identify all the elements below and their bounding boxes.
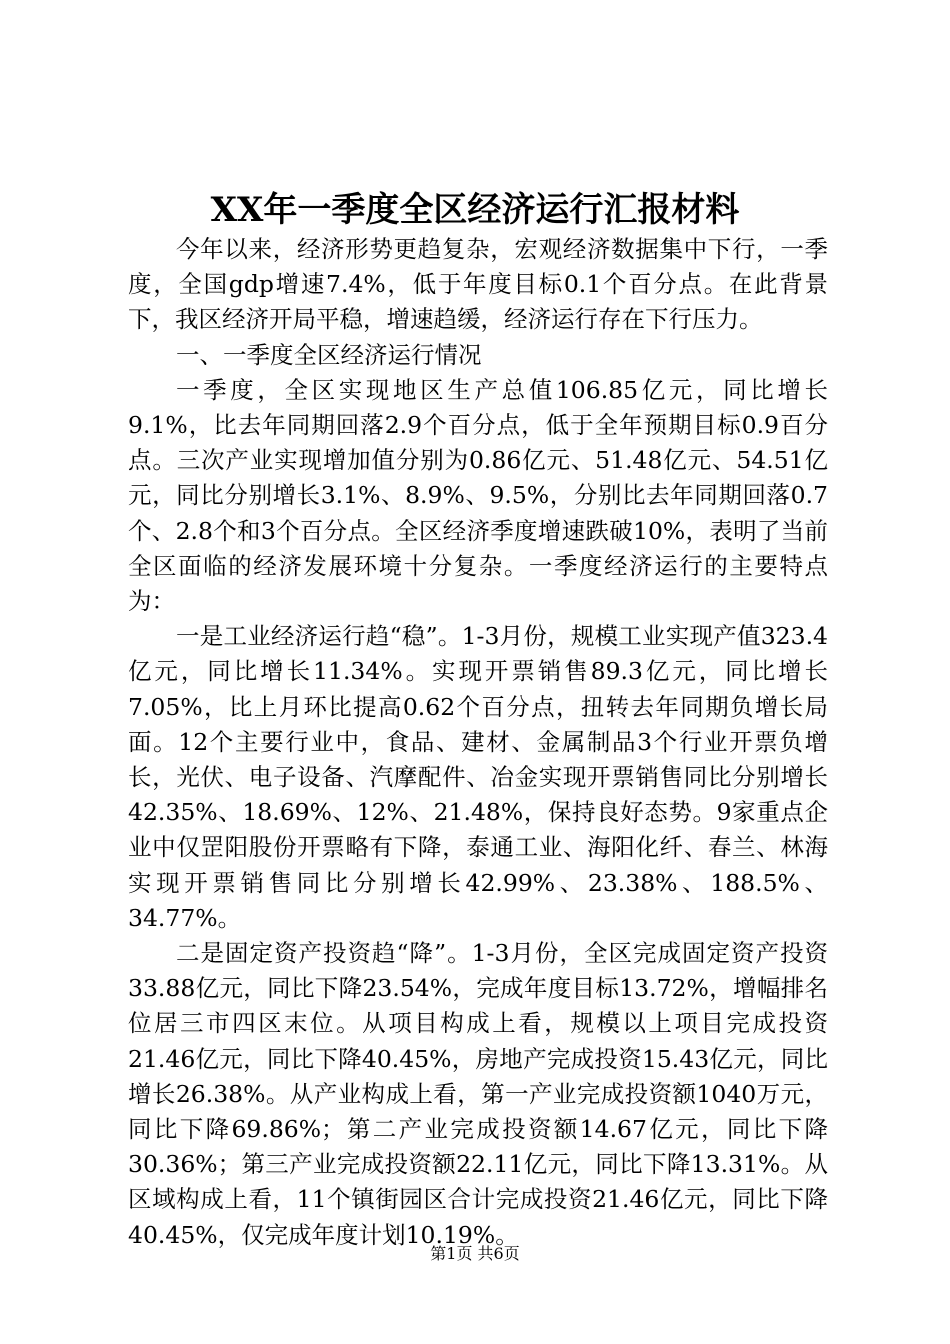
page-title: XX年一季度全区经济运行汇报材料 (210, 190, 740, 230)
page-footer: 第1页 共6页 (430, 1244, 520, 1263)
gdp-paragraph: 一季度，全区实现地区生产总值106.85亿元，同比增长9.1%，比去年同期回落2.9个百分点，低于全年预期目标0.9百分点。三次产业实现增加值分别为0.86亿元、51.48亿元、54.51亿元，同比分别增长3.1%、8.9%、9.5%，分别比去年同期回落0.7个、2.8个和3个百分点。全区经济季度增速跌破10%，表明了当前全区面临的经济发展环境十分复杂。一季度经济运行的主要特点为： (128, 375, 828, 616)
intro-paragraph: 今年以来，经济形势更趋复杂，宏观经济数据集中下行，一季度，全国gdp增速7.4%，低于年度目标0.1个百分点。在此背景下，我区经济开局平稳，增速趋缓，经济运行存在下行压力。 (128, 235, 828, 334)
industry-paragraph: 一是工业经济运行趋“稳”。1-3月份，规模工业实现产值323.4亿元，同比增长11.34%。实现开票销售89.3亿元，同比增长7.05%，比上月环比提高0.62个百分点，扭转去年同期负增长局面。12个主要行业中，食品、建材、金属制品3个行业开票负增长，光伏、电子设备、汽摩配件、冶金实现开票销售同比分别增长42.35%、18.69%、12%、21.48%，保持良好态势。9家重点企业中仅罡阳股份开票略有下降，泰通工业、海阳化纤、春兰、林海实现开票销售同比分别增长42.99%、23.38%、188.5%、34.77%。 (128, 622, 828, 932)
investment-paragraph: 二是固定资产投资趋“降”。1-3月份，全区完成固定资产投资33.88亿元，同比下降23.54%，完成年度目标13.72%，增幅排名位居三市四区末位。从项目构成上看，规模以上项目完成投资21.46亿元，同比下降40.45%，房地产完成投资15.43亿元，同比增长26.38%。从产业构成上看，第一产业完成投资额1040万元，同比下降69.86%；第二产业完成投资额14.67亿元，同比下降30.36%；第三产业完成投资额22.11亿元，同比下降13.31%。从区域构成上看，11个镇街园区合计完成投资21.46亿元，同比下降40.45%，仅完成年度计划10.19%。 (128, 939, 828, 1249)
section-heading: 一、一季度全区经济运行情况 (176, 340, 482, 369)
document-body (128, 232, 828, 1253)
